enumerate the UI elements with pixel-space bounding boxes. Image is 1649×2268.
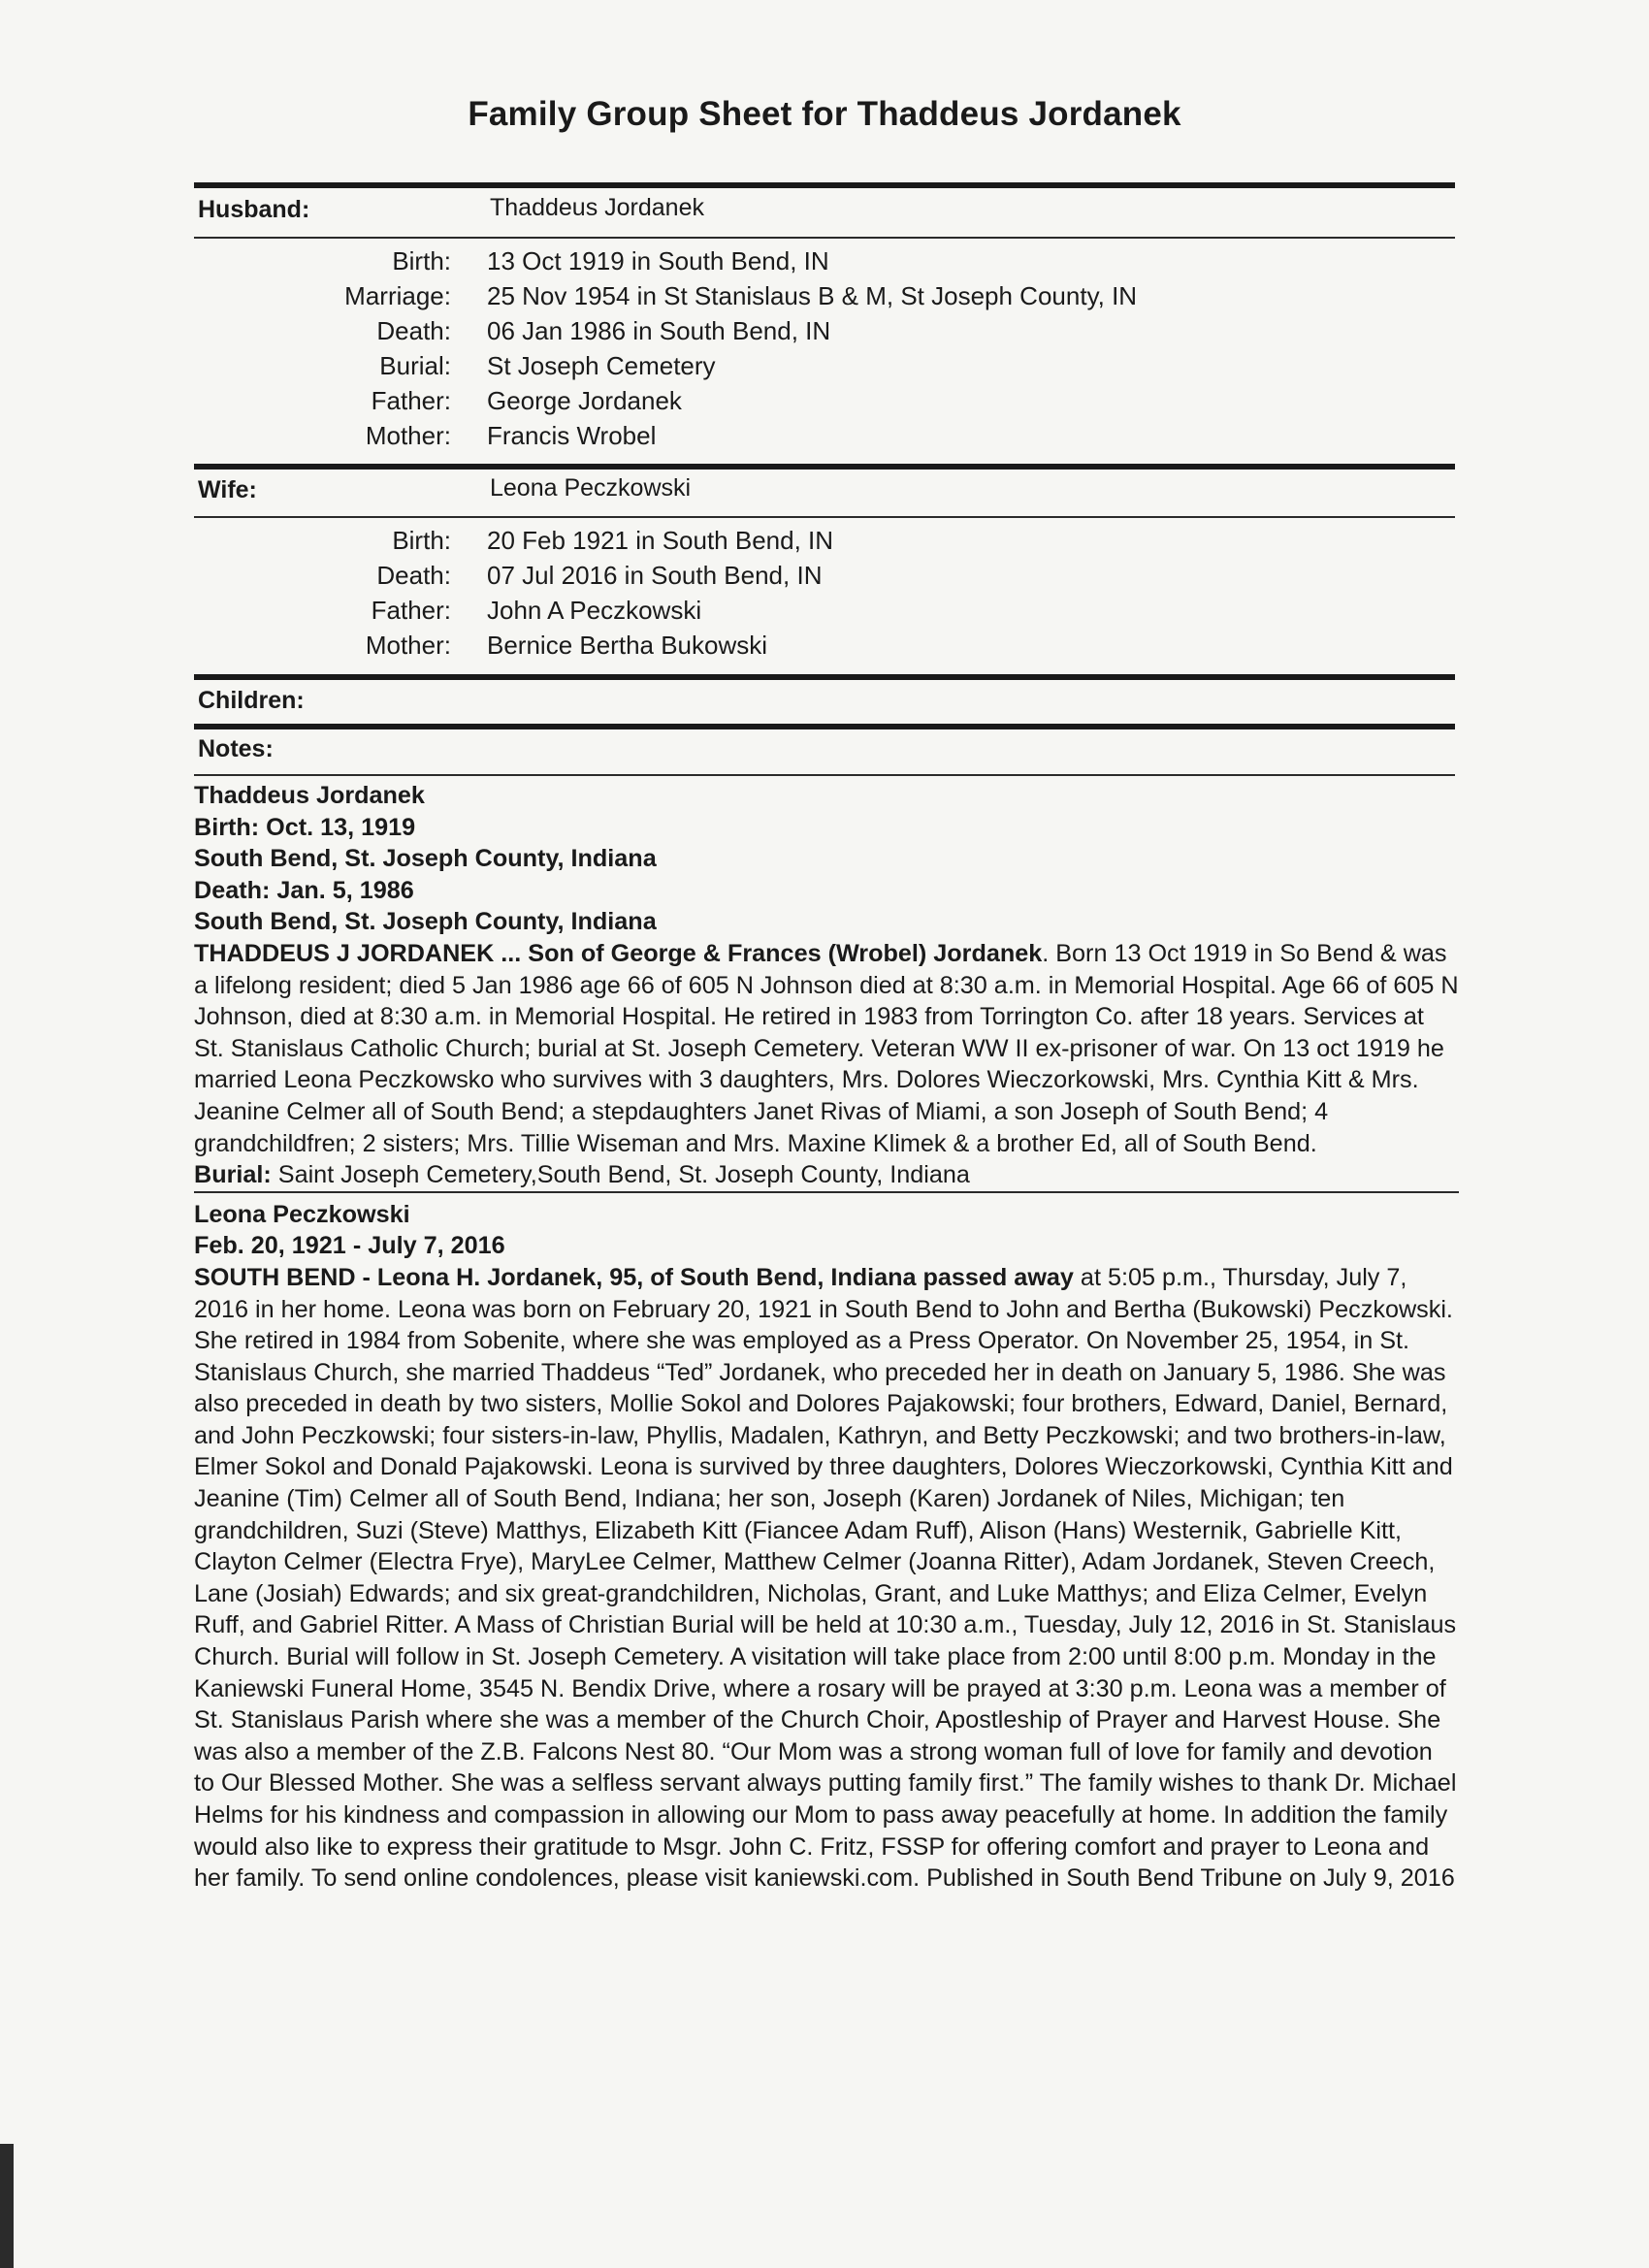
fact-row — [194, 246, 1455, 281]
note-birth-place: South Bend, St. Joseph County, Indiana — [194, 845, 657, 873]
fact-row — [194, 526, 1455, 561]
wife-facts — [194, 526, 1455, 665]
obituary-paragraph — [194, 1262, 1459, 1895]
fact-key: Father: — [371, 386, 451, 415]
fact-key: Marriage: — [344, 281, 451, 310]
obituary-lead: SOUTH BEND - Leona H. Jordanek, 95, of South Bend, Indiana passed away — [194, 1263, 1074, 1291]
wife-name: Leona Peczkowski — [490, 474, 692, 502]
section-subrule — [194, 516, 1455, 518]
fact-value: 13 Oct 1919 in South Bend, IN — [487, 246, 829, 275]
fact-value: George Jordanek — [487, 386, 682, 415]
section-subrule — [194, 774, 1455, 776]
fact-key: Mother: — [365, 631, 451, 660]
obituary-lead: THADDEUS J JORDANEK ... Son of George & Frances (Wrobel) Jordanek — [194, 939, 1043, 967]
fact-key: Death: — [376, 316, 451, 345]
section-rule — [194, 674, 1455, 680]
note-person-name: Thaddeus Jordanek — [194, 782, 425, 809]
notes-label: Notes: — [198, 735, 274, 762]
note-birth: Birth: Oct. 13, 1919 — [194, 813, 416, 841]
fact-value: Francis Wrobel — [487, 421, 657, 450]
fact-key: Death: — [376, 561, 451, 590]
burial-label: Burial: — [194, 1161, 272, 1189]
fact-value: St Joseph Cemetery — [487, 351, 716, 380]
note-death-place: South Bend, St. Joseph County, Indiana — [194, 908, 657, 936]
note-burial — [194, 1159, 1459, 1191]
fact-value: 25 Nov 1954 in St Stanislaus B & M, St Joseph County, IN — [487, 281, 1138, 310]
fact-key: Burial: — [379, 351, 451, 380]
husband-name: Thaddeus Jordanek — [490, 194, 704, 221]
obituary-text: . Born 13 Oct 1919 in So Bend & was a lifelong resident; died 5 Jan 1986 age 66 of 605 N Johnson died at 8:30 a.m. in Memorial Hospital. Age 66 of 605 N Johnson, died at 8:30 a.m. in Memorial Hospital. He retired in 1983 from Torrington Co. after 18 years. Services at St. Stanislaus Catholic Church; burial at St. Joseph Cemetery. Veteran WW II ex-prisoner of war. On 13 oct 1919 he married Leona Peczkowsko who survives with 3 daughters, Mrs. Dolores Wieczorkowski, Mrs. Cynthia Kitt & Mrs. Jeanine Celmer all of South Bend; a stepdaughters Janet Rivas of Miami, a son Joseph of South Bend; 4 grandchildfren; 2 sisters; Mrs. Tillie Wiseman and Mrs. Maxine Klimek & a brother Ed, all of South Bend. — [194, 939, 1459, 1157]
obituary-paragraph — [194, 938, 1459, 1159]
fact-row — [194, 421, 1455, 456]
scan-edge-shadow — [0, 2144, 14, 2268]
section-rule — [194, 464, 1455, 470]
section-rule — [194, 182, 1455, 188]
fact-row — [194, 631, 1455, 665]
fact-value: Bernice Bertha Bukowski — [487, 631, 768, 660]
obituary-text: at 5:05 p.m., Thursday, July 7, 2016 in her home. Leona was born on February 20, 1921 in South Bend to John and Bertha (Bukowski) Peczkowski. She retired in 1984 from Sobenite, where she was employed as a Press Operator. On November 25, 1954, in St. Stanislaus Church, she married Thaddeus “Ted” Jordanek, who preceded her in death on January 5, 1986. She was also preceded in death by two sisters, Mollie Sokol and Dolores Pajakowski; four brothers, Edward, Daniel, Bernard, and John Peczkowski; four sisters-in-law, Phyllis, Madalen, Kathryn, and Betty Peczkowski; and two brothers-in-law, Elmer Sokol and Donald Pajakowski. Leona is survived by three daughters, Dolores Wieczorkowski, Cynthia Kitt and Jeanine (Tim) Celmer all of South Bend, Indiana; her son, Joseph (Karen) Jordanek of Niles, Michigan; ten grandchildren, Suzi (Steve) Matthys, Elizabeth Kitt (Fiancee Adam Ruff), Alison (Hans) Westernik, Gabrielle Kitt, Clayton Celmer (Electra Frye), MaryLee Celmer, Matthew Celmer (Joanna Ritter), Adam Jordanek, Steven Creech, Lane (Josiah) Edwards; and six great-grandchildren, Nicholas, Grant, and Luke Matthys; and Eliza Celmer, Evelyn Ruff, and Gabriel Ritter. A Mass of Christian Burial will be held at 10:30 a.m., Tuesday, July 12, 2016 in St. Stanislaus Church. Burial will follow in St. Joseph Cemetery. A visitation will take place from 2:00 until 8:00 p.m. Monday in the Kaniewski Funeral Home, 3545 N. Bendix Drive, where a rosary will be prayed at 3:30 p.m. Leona was a member of St. Stanislaus Parish where she was a member of the Church Choir, Apostleship of Prayer and Harvest House. She was also a member of the Z.B. Falcons Nest 80. “Our Mom was a strong woman full of love for family and devotion to Our Blessed Mother. She was a selfless servant always putting family first.” The family wishes to thank Dr. Michael Helms for his kindness and compassion in allowing our Mom to pass away peacefully at home. In addition the family would also like to express their gratitude to Msgr. John C. Fritz, FSSP for offering comfort and prayer to Leona and her family. To send online condolences, please visit kaniewski.com. Published in South Bend Tribune on July 9, 2016 — [194, 1263, 1457, 1893]
fact-value: 07 Jul 2016 in South Bend, IN — [487, 561, 823, 590]
husband-facts — [194, 246, 1455, 456]
note-separator — [194, 1191, 1459, 1193]
fact-row — [194, 351, 1455, 386]
fact-row — [194, 596, 1455, 631]
fact-value: 06 Jan 1986 in South Bend, IN — [487, 316, 831, 345]
notes-body — [194, 780, 1459, 1895]
fact-key: Mother: — [365, 421, 451, 450]
note-death: Death: Jan. 5, 1986 — [194, 876, 414, 904]
fact-row — [194, 316, 1455, 351]
fact-key: Birth: — [392, 246, 451, 275]
page-title: Family Group Sheet for Thaddeus Jordanek — [468, 95, 1181, 133]
note-person-name: Leona Peczkowski — [194, 1200, 410, 1228]
note-dates: Feb. 20, 1921 - July 7, 2016 — [194, 1232, 505, 1260]
section-rule — [194, 724, 1455, 729]
fact-value: John A Peczkowski — [487, 596, 702, 625]
section-subrule — [194, 237, 1455, 239]
fact-value: 20 Feb 1921 in South Bend, IN — [487, 526, 834, 555]
children-label: Children: — [198, 687, 305, 714]
fact-row — [194, 561, 1455, 596]
fact-row — [194, 386, 1455, 421]
burial-value: Saint Joseph Cemetery,South Bend, St. Joseph County, Indiana — [271, 1161, 970, 1189]
fact-row — [194, 281, 1455, 316]
wife-label: Wife: — [198, 476, 257, 503]
fact-key: Birth: — [392, 526, 451, 555]
fact-key: Father: — [371, 596, 451, 625]
husband-label: Husband: — [198, 196, 310, 223]
